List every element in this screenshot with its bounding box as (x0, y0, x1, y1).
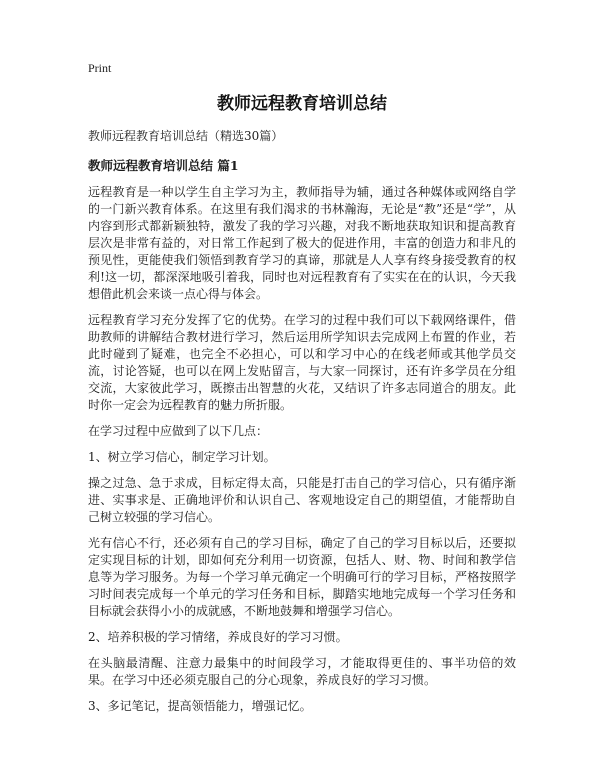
paragraph-goals: 光有信心不行，还必须有自己的学习目标，确定了自己的学习目标以后，还要拟定实现目标的计划，即如何充分利用一切资源，包括人、财、物、时间和教学信息等为学习服务。为每一个学习单元确定一个明确可行的学习目标，严格按照学习时间表完成每一个单元的学习任务和目标，脚踏实地地完成每一个学习任务和目标就会获得小小的成就感，不断地鼓舞和增强学习信心。 (88, 536, 516, 618)
point-1-heading: 1、树立学习信心，制定学习计划。 (88, 450, 276, 464)
print-label: Print (88, 61, 112, 75)
point-2-heading: 2、培养积极的学习情绪，养成良好的学习习惯。 (88, 630, 348, 644)
section-heading: 教师远程教育培训总结 篇1 (88, 158, 239, 173)
point-3-heading: 3、多记笔记，提高领悟能力，增强记忆。 (88, 699, 312, 713)
paragraph-advantages: 远程教育学习充分发挥了它的优势。在学习的过程中我们可以下载网络课件，借助教师的讲解结合教材进行学习，然后运用所学知识去完成网上布置的作业，若此时碰到了疑难，也完全不必担心，可以和学习中心的在线老师或其他学员交流，讨论答疑，也可以在网上发贴留言，与大家一同探讨，还有许多学员在分组交流，大家彼此学习，既擦击出智慧的火花，又结识了许多志同道合的朋友。此时你一定会为远程教育的魅力所折服。 (88, 313, 516, 412)
paragraph-habits: 在头脑最清醒、注意力最集中的时间段学习，才能取得更佳的、事半功倍的效果。在学习中还必须克服自己的分心现象，养成良好的学习习惯。 (88, 656, 516, 687)
document-page (88, 60, 516, 724)
document-subtitle: 教师远程教育培训总结（精选30篇） (88, 129, 284, 143)
document-title: 教师远程教育培训总结 (217, 94, 387, 114)
paragraph-confidence: 操之过急、急于求成，目标定得太高，只能是打击自己的学习信心，只有循序渐进、实事求是、正确地评价和认识自己、客观地设定自己的期望值，才能帮助自己树立较强的学习信心。 (88, 476, 516, 524)
paragraph-points-lead: 在学习过程中应做到了以下几点： (88, 424, 269, 438)
paragraph-intro: 远程教育是一种以学生自主学习为主，教师指导为辅，通过各种媒体或网络自学的一门新兴教育体系。在这里有我们渴求的书林瀚海，无论是“教”还是“学”，从内容到形式都新颖独特，激发了我的学习兴趣，对我不断地获取知识和提高教育层次是非常有益的，对日常工作起到了极大的促进作用，丰富的创造力和非凡的预见性，更能使我们领悟到教育学习的真谛，那就是人人享有终身接受教育的权利!这一切，都深深地吸引着我，同时也对远程教育有了实实在在的认识，今天我想借此机会来谈一点心得与体会。 (88, 185, 516, 301)
